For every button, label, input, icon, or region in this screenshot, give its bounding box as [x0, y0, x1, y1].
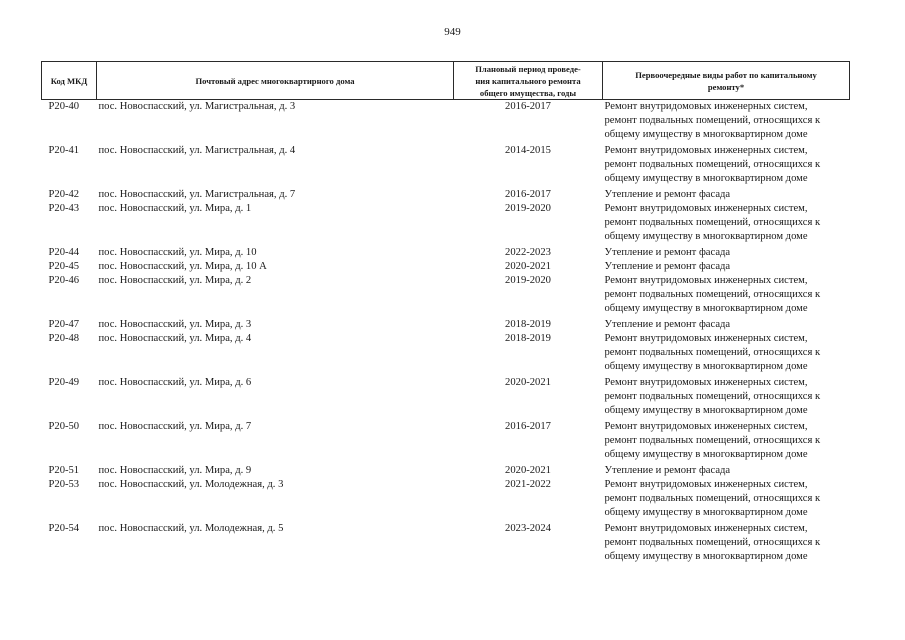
row-works: [603, 420, 850, 464]
row-works-line: общему имуществу в многоквартирном доме: [604, 405, 808, 416]
row-works: [603, 246, 850, 260]
table-header: [42, 62, 850, 100]
row-works-line: ремонт подвальных помещений, относящихся к: [604, 217, 821, 228]
row-works-line: ремонт подвальных помещений, относящихся к: [604, 391, 821, 402]
row-works-line: Утепление и ремонт фасада: [604, 189, 731, 200]
row-works: [603, 188, 850, 202]
row-address: пос. Новоспасский, ул. Мира, д. 4: [98, 333, 252, 344]
row-works-line: Утепление и ремонт фасада: [604, 247, 731, 258]
header-address: Почтовый адрес многоквартирного дома: [97, 62, 454, 100]
row-code: Р20-41: [48, 145, 80, 156]
header-works-line: Первоочередные виды работ по капитальному: [635, 69, 817, 80]
header-code: Код МКД: [42, 62, 97, 100]
row-works-line: общему имуществу в многоквартирном доме: [604, 361, 808, 372]
row-code: Р20-44: [48, 247, 80, 258]
row-works: [603, 260, 850, 274]
row-works-line: общему имуществу в многоквартирном доме: [604, 129, 808, 140]
row-works-line: Ремонт внутридомовых инженерных систем,: [604, 479, 808, 490]
row-works-line: общему имуществу в многоквартирном доме: [604, 507, 808, 518]
row-works-line: общему имуществу в многоквартирном доме: [604, 173, 808, 184]
row-code: Р20-45: [48, 261, 80, 272]
row-works-line: Ремонт внутридомовых инженерных систем,: [604, 421, 808, 432]
table-row: [42, 464, 850, 478]
row-address: пос. Новоспасский, ул. Мира, д. 7: [98, 421, 252, 432]
row-period: 2014-2015: [505, 145, 551, 156]
row-period: 2022-2023: [505, 247, 551, 258]
row-code: Р20-50: [48, 421, 80, 432]
row-works: [603, 318, 850, 332]
row-works: [603, 332, 850, 376]
row-works-line: Утепление и ремонт фасада: [604, 261, 731, 272]
row-works-line: Утепление и ремонт фасада: [604, 319, 731, 330]
row-works-line: ремонт подвальных помещений, относящихся к: [604, 493, 821, 504]
table-row: [42, 478, 850, 522]
table-row: [42, 274, 850, 318]
row-address: пос. Новоспасский, ул. Магистральная, д. 3: [98, 101, 296, 112]
row-works-line: ремонт подвальных помещений, относящихся к: [604, 289, 821, 300]
header-period: [454, 62, 603, 100]
row-works-line: ремонт подвальных помещений, относящихся к: [604, 347, 821, 358]
table-row: [42, 144, 850, 188]
row-period: 2018-2019: [505, 333, 551, 344]
row-code: Р20-47: [48, 319, 80, 330]
row-works: [603, 522, 850, 566]
header-period-line: общего имущества, годы: [479, 87, 577, 98]
row-address: пос. Новоспасский, ул. Молодежная, д. 3: [98, 479, 284, 490]
row-works-line: Ремонт внутридомовых инженерных систем,: [604, 203, 808, 214]
table-row: [42, 188, 850, 202]
row-code: Р20-49: [48, 377, 80, 388]
row-address: пос. Новоспасский, ул. Молодежная, д. 5: [98, 523, 284, 534]
row-address: пос. Новоспасский, ул. Мира, д. 10 А: [98, 261, 267, 272]
row-works-line: ремонт подвальных помещений, относящихся к: [604, 537, 821, 548]
row-code: Р20-40: [48, 101, 80, 112]
row-works: [603, 464, 850, 478]
row-works-line: общему имуществу в многоквартирном доме: [604, 449, 808, 460]
table-row: [42, 332, 850, 376]
row-address: пос. Новоспасский, ул. Мира, д. 9: [98, 465, 252, 476]
row-address: пос. Новоспасский, ул. Мира, д. 6: [98, 377, 252, 388]
row-code: Р20-54: [48, 523, 80, 534]
row-works-line: общему имуществу в многоквартирном доме: [604, 551, 808, 562]
row-period: 2023-2024: [505, 523, 551, 534]
row-works-line: ремонт подвальных помещений, относящихся к: [604, 435, 821, 446]
table-row: [42, 260, 850, 274]
row-period: 2018-2019: [505, 319, 551, 330]
row-works-line: Ремонт внутридомовых инженерных систем,: [604, 145, 808, 156]
row-address: пос. Новоспасский, ул. Магистральная, д. 7: [98, 189, 296, 200]
page-number: 949: [444, 26, 461, 38]
row-works: [603, 274, 850, 318]
row-works-line: ремонт подвальных помещений, относящихся к: [604, 115, 821, 126]
row-period: 2016-2017: [505, 421, 551, 432]
capital-repair-table: [41, 61, 850, 566]
row-address: пос. Новоспасский, ул. Магистральная, д. 4: [98, 145, 296, 156]
row-period: 2019-2020: [505, 203, 551, 214]
row-period: 2016-2017: [505, 101, 551, 112]
row-works: [603, 202, 850, 246]
row-code: Р20-43: [48, 203, 80, 214]
table-body: [42, 100, 850, 567]
row-code: Р20-42: [48, 189, 80, 200]
row-works: [603, 144, 850, 188]
row-period: 2020-2021: [505, 377, 551, 388]
row-works: [603, 478, 850, 522]
row-code: Р20-48: [48, 333, 80, 344]
row-period: 2021-2022: [505, 479, 551, 490]
row-works-line: общему имуществу в многоквартирном доме: [604, 231, 808, 242]
row-code: Р20-53: [48, 479, 80, 490]
header-works-line: ремонту*: [707, 81, 745, 92]
header-period-line: Плановый период проведе-: [475, 63, 581, 74]
header-works: [603, 62, 850, 100]
table-row: [42, 100, 850, 145]
table-row: [42, 202, 850, 246]
row-works-line: Ремонт внутридомовых инженерных систем,: [604, 101, 808, 112]
row-address: пос. Новоспасский, ул. Мира, д. 1: [98, 203, 252, 214]
header-period-line: ния капитального ремонта: [475, 75, 581, 86]
table-row: [42, 420, 850, 464]
row-works-line: Утепление и ремонт фасада: [604, 465, 731, 476]
row-code: Р20-46: [48, 275, 80, 286]
row-period: 2019-2020: [505, 275, 551, 286]
table-row: [42, 522, 850, 566]
row-period: 2020-2021: [505, 465, 551, 476]
table-row: [42, 376, 850, 420]
row-code: Р20-51: [48, 465, 80, 476]
row-works: [603, 100, 850, 145]
row-address: пос. Новоспасский, ул. Мира, д. 3: [98, 319, 252, 330]
row-works-line: Ремонт внутридомовых инженерных систем,: [604, 377, 808, 388]
row-period: 2020-2021: [505, 261, 551, 272]
row-works: [603, 376, 850, 420]
row-address: пос. Новоспасский, ул. Мира, д. 10: [98, 247, 257, 258]
row-works-line: Ремонт внутридомовых инженерных систем,: [604, 275, 808, 286]
row-works-line: Ремонт внутридомовых инженерных систем,: [604, 523, 808, 534]
row-works-line: Ремонт внутридомовых инженерных систем,: [604, 333, 808, 344]
table-row: [42, 246, 850, 260]
row-works-line: общему имуществу в многоквартирном доме: [604, 303, 808, 314]
row-address: пос. Новоспасский, ул. Мира, д. 2: [98, 275, 252, 286]
row-period: 2016-2017: [505, 189, 551, 200]
row-works-line: ремонт подвальных помещений, относящихся к: [604, 159, 821, 170]
table-row: [42, 318, 850, 332]
